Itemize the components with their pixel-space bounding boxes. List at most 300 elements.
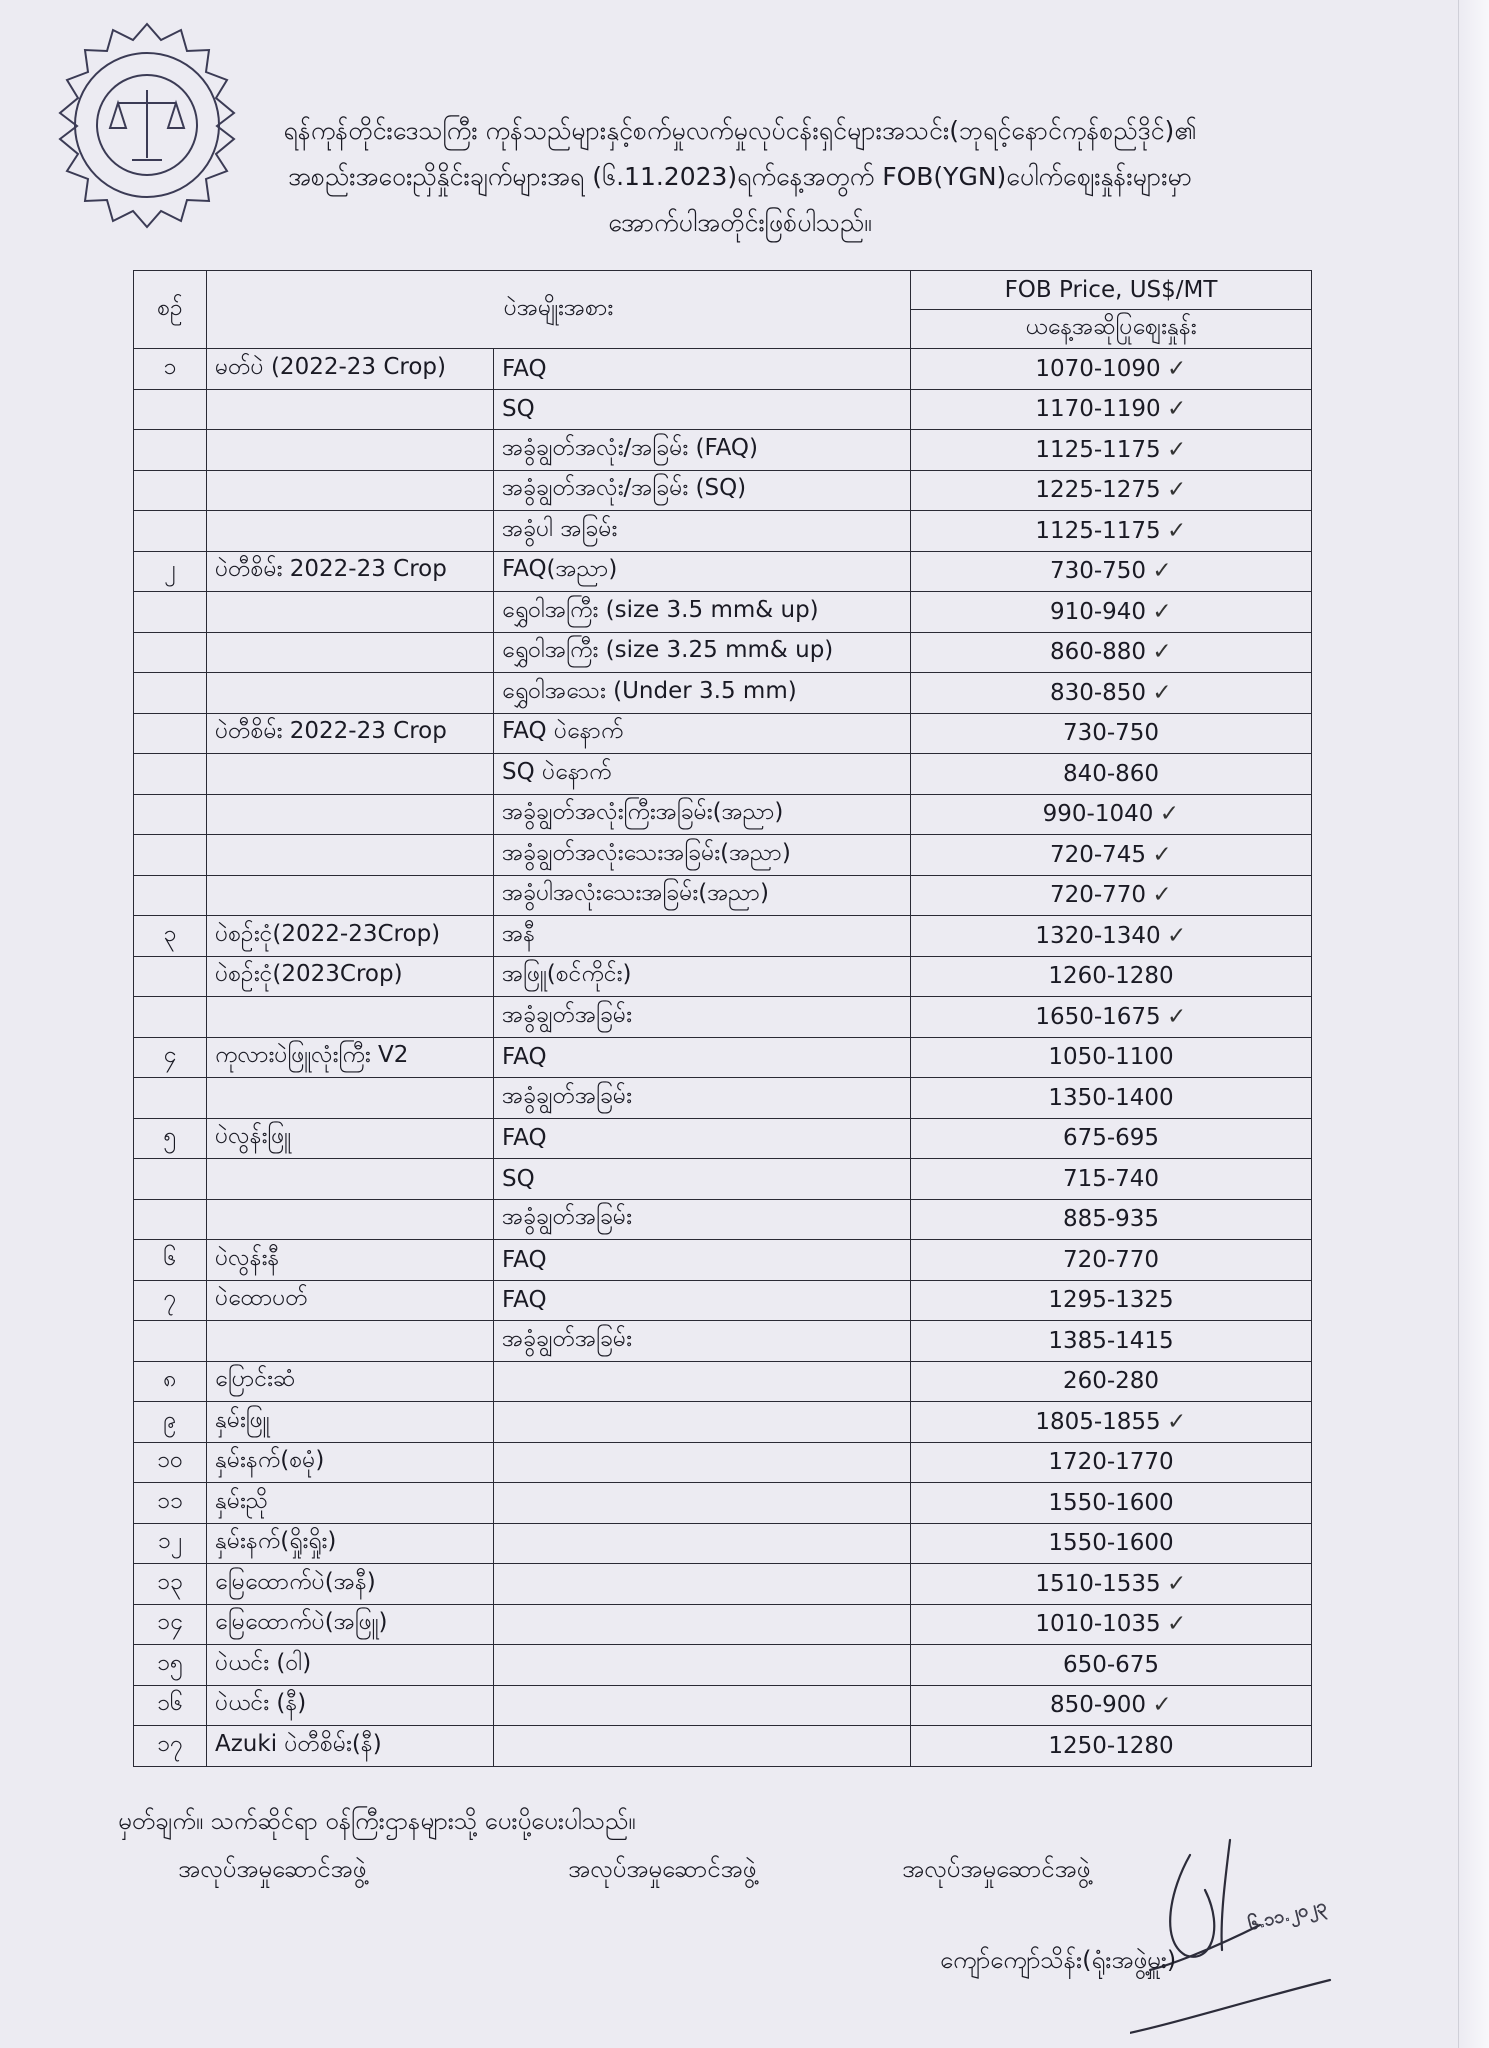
product-name: [207, 1564, 494, 1605]
product-name: [207, 713, 494, 754]
check-mark-icon: ✓: [1167, 436, 1187, 463]
check-mark-icon: ✓: [1152, 882, 1172, 909]
row-number: [134, 1118, 207, 1159]
product-grade: [494, 430, 911, 471]
price-range: [911, 551, 1312, 592]
product-grade: [494, 592, 911, 633]
header-line-3: အောက်ပါအတိုင်းဖြစ်ပါသည်။: [608, 208, 872, 237]
row-number: [134, 997, 207, 1038]
row-number-text: ၃: [163, 920, 177, 947]
price-range-text: 1225-1275: [1035, 477, 1161, 504]
product-grade-text: ရွှေဝါအသေး (Under 3.5 mm): [502, 677, 797, 704]
product-name-text: နှမ်းဖြူ: [215, 1406, 270, 1433]
table-row: [134, 430, 1312, 471]
price-range-text: 1125-1175: [1035, 517, 1161, 544]
price-range-text: 1250-1280: [1048, 1732, 1174, 1759]
product-name: [207, 916, 494, 957]
product-grade-text: FAQ ပဲနောက်: [502, 718, 624, 745]
product-grade: [494, 1564, 911, 1605]
table-row: [134, 956, 1312, 997]
price-range-text: 1550-1600: [1048, 1530, 1174, 1557]
price-range: [911, 1118, 1312, 1159]
product-name-text: ပဲလွန်းဖြူ: [215, 1123, 292, 1150]
product-name: [207, 551, 494, 592]
price-range: [911, 1037, 1312, 1078]
product-name: [207, 632, 494, 673]
product-name-text: ပဲစဉ်းငုံ(2022-23Crop): [215, 920, 441, 947]
svg-text:၆.၁၁.၂၀၂၃: ၆.၁၁.၂၀၂၃: [1246, 1895, 1329, 1935]
row-number-text: ၅: [163, 1123, 177, 1150]
price-range-text: 830-850: [1049, 679, 1147, 706]
table-row: [134, 835, 1312, 876]
price-range-text: 1050-1100: [1048, 1044, 1174, 1071]
row-number: [134, 916, 207, 957]
footer-note: မှတ်ချက်။ သက်ဆိုင်ရာ ဝန်ကြီးဌာနများသို့ ပေးပို့ပေးပါသည်။: [118, 1807, 636, 1835]
col-header-type: ပဲအမျိုးအစား: [207, 271, 911, 349]
table-row: [134, 1604, 1312, 1645]
price-range-text: 675-695: [1062, 1125, 1160, 1152]
table-row: [134, 1361, 1312, 1402]
table-row: [134, 1726, 1312, 1767]
table-row: [134, 1685, 1312, 1726]
product-grade-text: FAQ: [502, 1287, 547, 1314]
product-name-text: ပဲထောပတ်: [215, 1285, 308, 1312]
row-number: [134, 754, 207, 795]
product-grade: [494, 1645, 911, 1686]
product-name: [207, 470, 494, 511]
check-mark-icon: ✓: [1167, 1408, 1187, 1435]
row-number: [134, 551, 207, 592]
row-number-text: ၁၃: [157, 1568, 183, 1595]
product-grade: [494, 1199, 911, 1240]
product-name: [207, 673, 494, 714]
row-number: [134, 673, 207, 714]
product-grade-text: အခွံချွတ်အခြမ်း: [502, 1001, 632, 1028]
price-range-text: 715-740: [1062, 1165, 1160, 1192]
price-range: [911, 1280, 1312, 1321]
table-row: [134, 1078, 1312, 1119]
product-name: [207, 1361, 494, 1402]
row-number: [134, 713, 207, 754]
row-number: [134, 592, 207, 633]
product-grade-text: အခွံချွတ်အလုံးသေးအခြမ်း(အညာ): [502, 839, 791, 866]
price-range: [911, 1078, 1312, 1119]
header-line-1: ရန်ကုန်တိုင်းဒေသကြီး ကုန်သည်များနှင့်စက်မှုလက်မှုလုပ်ငန်းရှင်များအသင်း(ဘုရင့်နောင်ကုန်စည်ဒိုင်)၏: [283, 116, 1197, 145]
table-row: [134, 1159, 1312, 1200]
table-row: [134, 1402, 1312, 1443]
product-name: [207, 835, 494, 876]
row-number-text: ၂: [164, 556, 176, 583]
product-name-text: ပဲတီစိမ်း 2022-23 Crop: [215, 718, 447, 745]
price-range: [911, 1402, 1312, 1443]
price-range-text: 1010-1035: [1035, 1611, 1161, 1638]
price-range: [911, 754, 1312, 795]
row-number-text: ၁၆: [157, 1690, 183, 1717]
product-grade-text: FAQ: [502, 1125, 547, 1152]
product-grade-text: အခွံချွတ်အခြမ်း: [502, 1082, 632, 1109]
price-range-text: 730-750: [1049, 558, 1147, 585]
product-grade-text: အခွံချွတ်အခြမ်း: [502, 1204, 632, 1231]
table-row: [134, 470, 1312, 511]
price-range: [911, 1564, 1312, 1605]
product-grade: [494, 713, 911, 754]
product-name: [207, 1159, 494, 1200]
price-range: [911, 592, 1312, 633]
product-name: [207, 997, 494, 1038]
price-range: [911, 511, 1312, 552]
check-mark-icon: ✓: [1167, 517, 1187, 544]
row-number: [134, 1159, 207, 1200]
table-row: [134, 794, 1312, 835]
check-mark-icon: ✓: [1167, 355, 1187, 382]
row-number: [134, 835, 207, 876]
table-row: [134, 1280, 1312, 1321]
product-grade: [494, 1685, 911, 1726]
product-name: [207, 1685, 494, 1726]
product-name: [207, 1442, 494, 1483]
table-row: [134, 916, 1312, 957]
product-name: [207, 592, 494, 633]
price-range-text: 1350-1400: [1048, 1084, 1174, 1111]
signature-label-1: အလုပ်အမှုဆောင်အဖွဲ့: [178, 1855, 367, 1883]
row-number-text: ၁၇: [157, 1730, 183, 1757]
product-grade: [494, 794, 911, 835]
product-grade: [494, 754, 911, 795]
row-number-text: ၁၄: [157, 1609, 183, 1636]
price-range-text: 1295-1325: [1048, 1287, 1174, 1314]
table-row: [134, 1483, 1312, 1524]
product-grade: [494, 1523, 911, 1564]
row-number-text: ၇: [163, 1285, 177, 1312]
product-grade: [494, 1361, 911, 1402]
price-range-text: 1260-1280: [1048, 963, 1174, 990]
product-grade: [494, 1078, 911, 1119]
row-number: [134, 1321, 207, 1362]
product-name-text: မြေထောက်ပဲ(အဖြူ): [215, 1609, 388, 1636]
row-number: [134, 1037, 207, 1078]
price-range: [911, 470, 1312, 511]
handwritten-signature: [1130, 1830, 1370, 2040]
price-range: [911, 1199, 1312, 1240]
check-mark-icon: ✓: [1152, 841, 1172, 868]
table-row: [134, 1321, 1312, 1362]
row-number: [134, 1240, 207, 1281]
row-number: [134, 430, 207, 471]
price-range: [911, 632, 1312, 673]
row-number-text: ၆: [163, 1244, 177, 1271]
row-number-text: ၁၂: [157, 1528, 183, 1555]
row-number: [134, 1604, 207, 1645]
product-grade: [494, 1402, 911, 1443]
price-range-text: 720-745: [1049, 841, 1147, 868]
row-number: [134, 511, 207, 552]
product-name-text: ပဲစဉ်းငုံ(2023Crop): [215, 961, 403, 988]
row-number: [134, 389, 207, 430]
product-grade: [494, 956, 911, 997]
product-grade-text: အနီ: [502, 920, 536, 947]
row-number: [134, 1523, 207, 1564]
product-grade: [494, 1321, 911, 1362]
check-mark-icon: ✓: [1167, 1611, 1187, 1638]
table-row: [134, 1240, 1312, 1281]
price-range-text: 730-750: [1062, 720, 1160, 747]
price-range: [911, 1321, 1312, 1362]
row-number-text: ၄: [163, 1042, 177, 1069]
product-grade: [494, 1280, 911, 1321]
product-grade-text: SQ ပဲနောက်: [502, 758, 612, 785]
row-number: [134, 875, 207, 916]
check-mark-icon: ✓: [1152, 598, 1172, 625]
price-range-text: 650-675: [1062, 1651, 1160, 1678]
product-name: [207, 1402, 494, 1443]
product-name: [207, 1726, 494, 1767]
product-name-text: နှမ်းနက်(ရှိုးရှိုး): [215, 1528, 337, 1555]
price-range-text: 840-860: [1062, 760, 1160, 787]
product-grade: [494, 673, 911, 714]
product-grade: [494, 389, 911, 430]
product-name: [207, 1523, 494, 1564]
product-name: [207, 511, 494, 552]
check-mark-icon: ✓: [1167, 396, 1187, 423]
product-name: [207, 389, 494, 430]
product-name-text: ပဲတီစိမ်း 2022-23 Crop: [215, 556, 447, 583]
price-range-text: 1385-1415: [1048, 1327, 1174, 1354]
check-mark-icon: ✓: [1167, 1570, 1187, 1597]
price-range-text: 720-770: [1062, 1246, 1160, 1273]
product-name-text: ကုလားပဲဖြူလုံးကြီး V2: [215, 1042, 409, 1069]
row-number: [134, 1483, 207, 1524]
table-row: [134, 754, 1312, 795]
row-number: [134, 1280, 207, 1321]
product-name-text: မြေထောက်ပဲ(အနီ): [215, 1568, 376, 1595]
product-name-text: ပဲလွန်းနီ: [215, 1244, 280, 1271]
product-name: [207, 1037, 494, 1078]
price-range: [911, 1523, 1312, 1564]
product-name-text: နှမ်းညို: [215, 1487, 269, 1514]
product-grade-text: အခွံချွတ်အခြမ်း: [502, 1325, 632, 1352]
product-name: [207, 956, 494, 997]
row-number: [134, 1199, 207, 1240]
product-name-text: ပဲယင်း (နီ): [215, 1690, 307, 1717]
price-range-text: 1320-1340: [1035, 922, 1161, 949]
signature-label-2: အလုပ်အမှုဆောင်အဖွဲ့: [568, 1855, 757, 1883]
price-range-text: 990-1040: [1042, 801, 1154, 828]
row-number: [134, 1645, 207, 1686]
price-range: [911, 1685, 1312, 1726]
signature-label-3: အလုပ်အမှုဆောင်အဖွဲ့: [902, 1855, 1091, 1883]
product-grade: [494, 632, 911, 673]
paper-edge: [1458, 0, 1489, 2048]
price-range-text: 1170-1190: [1035, 396, 1161, 423]
row-number: [134, 1685, 207, 1726]
product-grade-text: FAQ: [502, 355, 547, 382]
table-row: [134, 389, 1312, 430]
table-row: [134, 1564, 1312, 1605]
check-mark-icon: ✓: [1167, 1003, 1187, 1030]
product-name: [207, 349, 494, 390]
table-row: [134, 997, 1312, 1038]
price-range-text: 1510-1535: [1035, 1570, 1161, 1597]
product-grade: [494, 470, 911, 511]
document-header: [115, 108, 1365, 246]
product-grade-text: အဖြူ(စင်ကိုင်း): [502, 961, 632, 988]
price-range: [911, 997, 1312, 1038]
product-grade: [494, 1726, 911, 1767]
product-grade-text: အခွံချွတ်အလုံးကြီးအခြမ်း(အညာ): [502, 799, 784, 826]
price-range-text: 910-940: [1049, 598, 1147, 625]
check-mark-icon: ✓: [1152, 679, 1172, 706]
row-number: [134, 349, 207, 390]
row-number: [134, 1726, 207, 1767]
product-grade-text: ရွှေဝါအကြီး (size 3.5 mm& up): [502, 596, 819, 623]
table-row: [134, 551, 1312, 592]
product-grade-text: ရွှေဝါအကြီး (size 3.25 mm& up): [502, 637, 834, 664]
row-number: [134, 1564, 207, 1605]
check-mark-icon: ✓: [1152, 558, 1172, 585]
product-name-text: မတ်ပဲ (2022-23 Crop): [215, 353, 446, 380]
product-name-text: ပဲယင်း (ဝါ): [215, 1649, 312, 1676]
price-range-text: 720-770: [1049, 882, 1147, 909]
product-name: [207, 1321, 494, 1362]
table-row: [134, 875, 1312, 916]
product-grade-text: FAQ(အညာ): [502, 556, 618, 583]
price-range-text: 885-935: [1062, 1206, 1160, 1233]
product-grade: [494, 997, 911, 1038]
product-name: [207, 794, 494, 835]
price-range: [911, 956, 1312, 997]
price-range-text: 1650-1675: [1035, 1003, 1161, 1030]
row-number: [134, 1361, 207, 1402]
price-range-text: 1070-1090: [1035, 355, 1161, 382]
row-number: [134, 1078, 207, 1119]
row-number: [134, 1442, 207, 1483]
product-grade-text: အခွံချွတ်အလုံး/အခြမ်း (FAQ): [502, 434, 758, 461]
product-name-text: Azuki ပဲတီစိမ်း(နီ): [215, 1730, 382, 1757]
product-grade-text: SQ: [502, 396, 535, 423]
product-name-text: နှမ်းနက်(စမုံ): [215, 1447, 325, 1474]
table-row: [134, 673, 1312, 714]
product-grade-text: အခွံပါအလုံးသေးအခြမ်း(အညာ): [502, 880, 769, 907]
product-name: [207, 1645, 494, 1686]
product-grade-text: အခွံချွတ်အလုံး/အခြမ်း (SQ): [502, 475, 747, 502]
price-range: [911, 713, 1312, 754]
product-grade-text: SQ: [502, 1165, 535, 1192]
table-row: [134, 1523, 1312, 1564]
product-grade: [494, 1159, 911, 1200]
price-range: [911, 349, 1312, 390]
col-header-price-sub: ယနေ့အဆိုပြုဈေးနှုန်း: [911, 310, 1312, 349]
col-header-price: FOB Price, US$/MT: [911, 271, 1312, 310]
product-grade: [494, 1483, 911, 1524]
signer-name: ကျော်ကျော်သိန်း(ရုံးအဖွဲ့မှူး): [940, 1946, 1177, 1974]
row-number-text: ၉: [163, 1406, 177, 1433]
table-row: [134, 713, 1312, 754]
price-range-text: 260-280: [1062, 1368, 1160, 1395]
header-line-2: အစည်းအဝေးညှိနှိုင်းချက်များအရ (၆.11.2023)ရက်နေ့အတွက် FOB(YGN)ပေါက်ဈေးနှုန်းများမှာ: [287, 162, 1193, 191]
check-mark-icon: ✓: [1152, 639, 1172, 666]
product-grade: [494, 1240, 911, 1281]
check-mark-icon: ✓: [1159, 801, 1179, 828]
price-range-text: 1550-1600: [1048, 1489, 1174, 1516]
price-range: [911, 835, 1312, 876]
check-mark-icon: ✓: [1152, 1692, 1172, 1719]
table-row: [134, 1645, 1312, 1686]
product-grade: [494, 551, 911, 592]
product-name: [207, 754, 494, 795]
product-grade: [494, 1037, 911, 1078]
row-number-text: ၈: [163, 1366, 177, 1393]
price-range: [911, 389, 1312, 430]
price-range: [911, 1240, 1312, 1281]
product-name: [207, 1240, 494, 1281]
product-name: [207, 875, 494, 916]
product-name-text: ပြောင်းဆံ: [215, 1366, 296, 1393]
product-grade-text: FAQ: [502, 1044, 547, 1071]
price-range-text: 1125-1175: [1035, 436, 1161, 463]
price-range: [911, 875, 1312, 916]
price-range: [911, 1726, 1312, 1767]
row-number-text: ၁၁: [157, 1487, 183, 1514]
row-number: [134, 1402, 207, 1443]
table-row: [134, 632, 1312, 673]
price-range: [911, 1645, 1312, 1686]
price-range: [911, 1159, 1312, 1200]
product-name: [207, 1280, 494, 1321]
row-number: [134, 794, 207, 835]
product-grade: [494, 1604, 911, 1645]
price-range: [911, 1361, 1312, 1402]
product-name: [207, 1118, 494, 1159]
row-number: [134, 956, 207, 997]
product-grade: [494, 511, 911, 552]
table-row: [134, 349, 1312, 390]
price-range: [911, 1442, 1312, 1483]
product-grade: [494, 349, 911, 390]
product-name: [207, 1078, 494, 1119]
price-range: [911, 1483, 1312, 1524]
price-range-text: 1720-1770: [1048, 1449, 1174, 1476]
table-row: [134, 592, 1312, 633]
product-grade: [494, 1118, 911, 1159]
row-number: [134, 470, 207, 511]
col-header-no: စဉ်: [134, 271, 207, 349]
price-range: [911, 916, 1312, 957]
product-name: [207, 1483, 494, 1524]
check-mark-icon: ✓: [1167, 922, 1187, 949]
price-range-text: 860-880: [1049, 639, 1147, 666]
price-range: [911, 673, 1312, 714]
product-grade: [494, 916, 911, 957]
price-range-text: 1805-1855: [1035, 1408, 1161, 1435]
product-grade: [494, 875, 911, 916]
table-row: [134, 1442, 1312, 1483]
product-grade-text: အခွံပါ အခြမ်း: [502, 515, 618, 542]
product-grade: [494, 1442, 911, 1483]
price-range: [911, 1604, 1312, 1645]
table-row: [134, 511, 1312, 552]
product-name: [207, 1199, 494, 1240]
price-range: [911, 430, 1312, 471]
table-row: [134, 1037, 1312, 1078]
check-mark-icon: ✓: [1167, 477, 1187, 504]
row-number-text: ၁၀: [157, 1447, 183, 1474]
table-row: [134, 1118, 1312, 1159]
table-row: [134, 1199, 1312, 1240]
price-table: [133, 270, 1312, 1767]
row-number: [134, 632, 207, 673]
product-grade: [494, 835, 911, 876]
price-range-text: 850-900: [1049, 1692, 1147, 1719]
